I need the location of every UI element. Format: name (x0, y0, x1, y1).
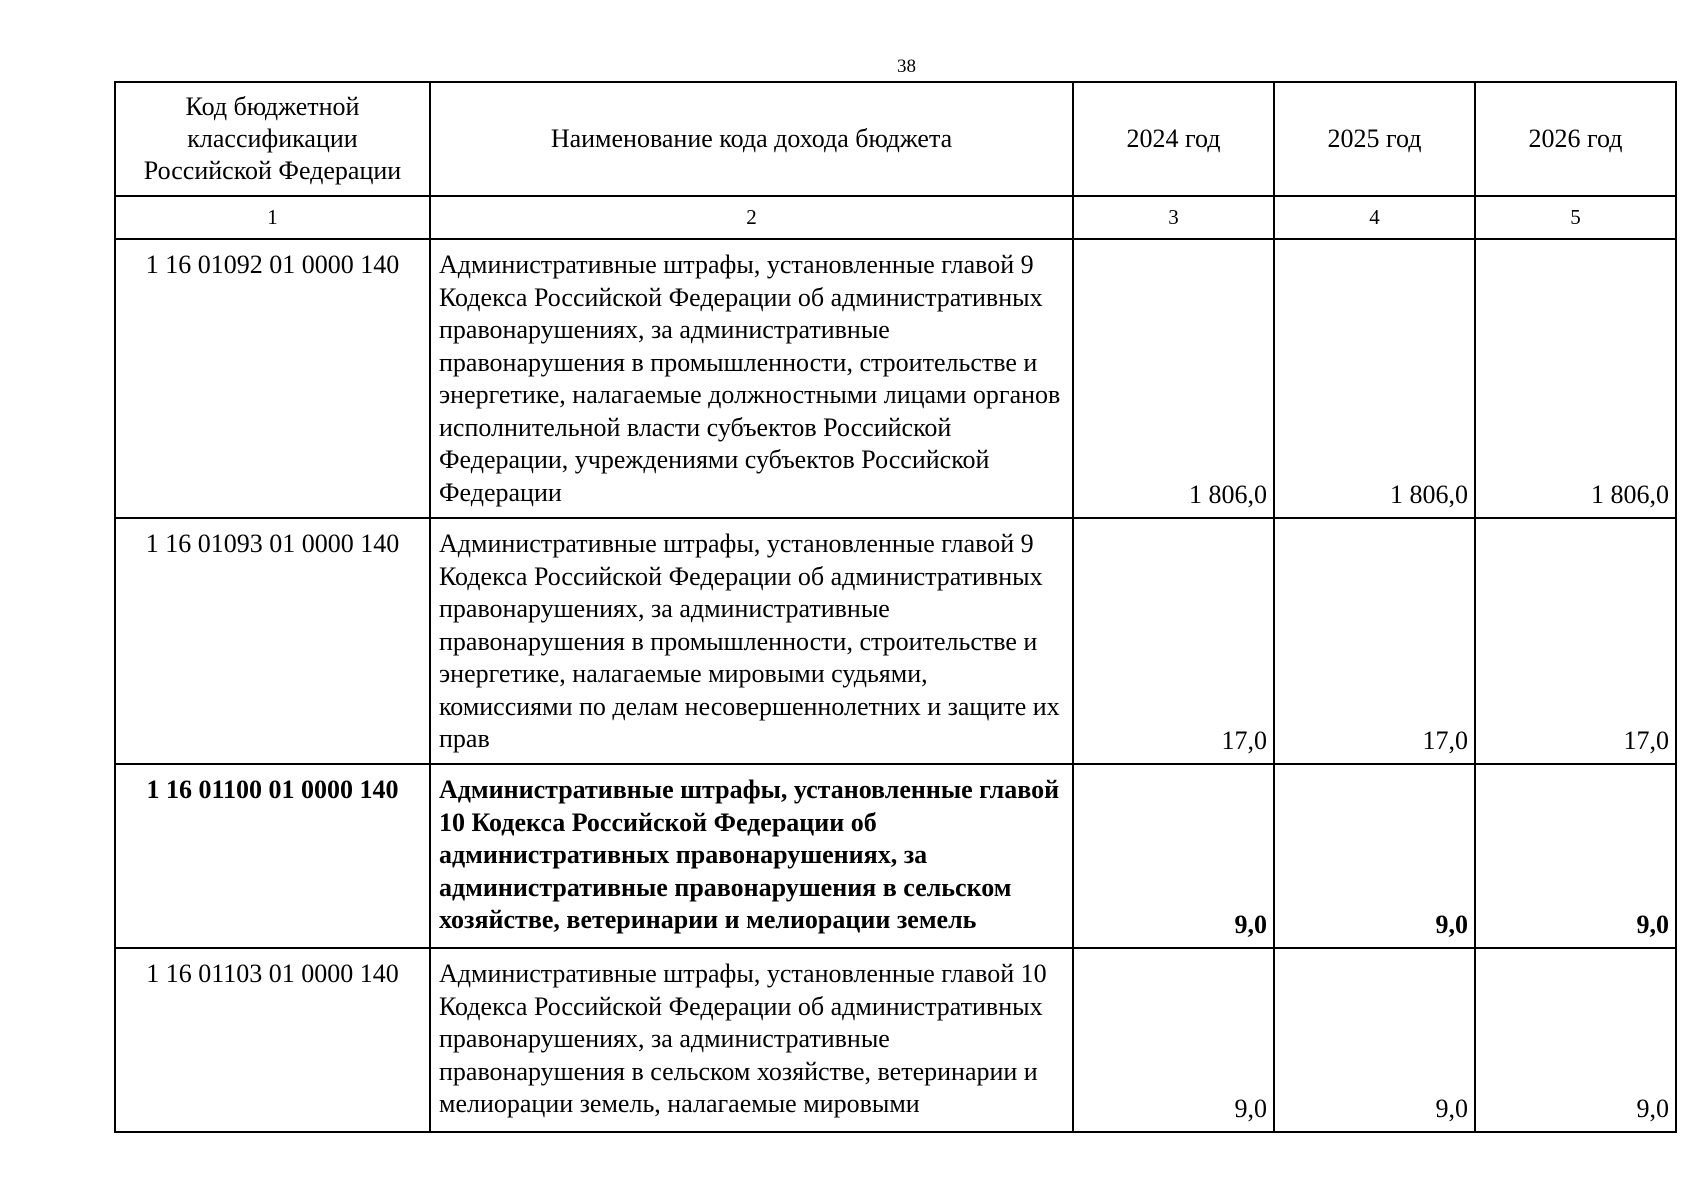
header-year-2025: 2025 год (1274, 82, 1475, 196)
column-number: 1 (115, 196, 430, 239)
revenue-name-cell: Административные штрафы, установленные главой 10 Кодекса Российской Федерации об административных правонарушениях, за административные правонарушения в сельском хозяйстве, ветеринарии и мелиорации земель, налагаемые мировыми (430, 948, 1073, 1132)
value-2025-cell: 1 806,0 (1274, 239, 1475, 518)
table-row (115, 518, 1676, 764)
column-number: 2 (430, 196, 1073, 239)
table-row (115, 239, 1676, 518)
page-number (0, 56, 1697, 78)
revenue-name-cell: Административные штрафы, установленные главой 9 Кодекса Российской Федерации об административных правонарушениях, за административные правонарушения в промышленности, строительстве и энергетике, налагаемые должностными лицами органов исполнительной власти субъектов Российской Федерации, учреждениями субъектов Российской Федерации (430, 239, 1073, 518)
value-2024-cell: 9,0 (1073, 948, 1274, 1132)
revenue-name-cell: Административные штрафы, установленные главой 10 Кодекса Российской Федерации об административных правонарушениях, за административные правонарушения в сельском хозяйстве, ветеринарии и мелиорации земель (430, 764, 1073, 948)
budget-code-cell: 1 16 01100 01 0000 140 (115, 764, 430, 948)
column-number: 3 (1073, 196, 1274, 239)
value-2026-cell: 1 806,0 (1475, 239, 1676, 518)
header-year-2024: 2024 год (1073, 82, 1274, 196)
value-2026-cell: 17,0 (1475, 518, 1676, 764)
page-number-text: 38 (897, 56, 916, 77)
value-2024-cell: 9,0 (1073, 764, 1274, 948)
value-2026-cell: 9,0 (1475, 948, 1676, 1132)
header-year-2026: 2026 год (1475, 82, 1676, 196)
value-2025-cell: 9,0 (1274, 948, 1475, 1132)
column-number: 4 (1274, 196, 1475, 239)
value-2026-cell: 9,0 (1475, 764, 1676, 948)
column-number: 5 (1475, 196, 1676, 239)
table-row (115, 948, 1676, 1132)
budget-code-cell: 1 16 01093 01 0000 140 (115, 518, 430, 764)
table-row-total (115, 764, 1676, 948)
budget-revenue-table (114, 81, 1677, 1133)
header-budget-code: Код бюджетной классификации Российской Федерации (115, 82, 430, 196)
value-2024-cell: 17,0 (1073, 518, 1274, 764)
budget-code-cell: 1 16 01103 01 0000 140 (115, 948, 430, 1132)
value-2024-cell: 1 806,0 (1073, 239, 1274, 518)
column-number-row (115, 196, 1676, 239)
table-header-row (115, 82, 1676, 196)
header-revenue-name: Наименование кода дохода бюджета (430, 82, 1073, 196)
value-2025-cell: 9,0 (1274, 764, 1475, 948)
value-2025-cell: 17,0 (1274, 518, 1475, 764)
revenue-name-cell: Административные штрафы, установленные главой 9 Кодекса Российской Федерации об административных правонарушениях, за административные правонарушения в промышленности, строительстве и энергетике, налагаемые мировыми судьями, комиссиями по делам несовершеннолетних и защите их прав (430, 518, 1073, 764)
budget-code-cell: 1 16 01092 01 0000 140 (115, 239, 430, 518)
